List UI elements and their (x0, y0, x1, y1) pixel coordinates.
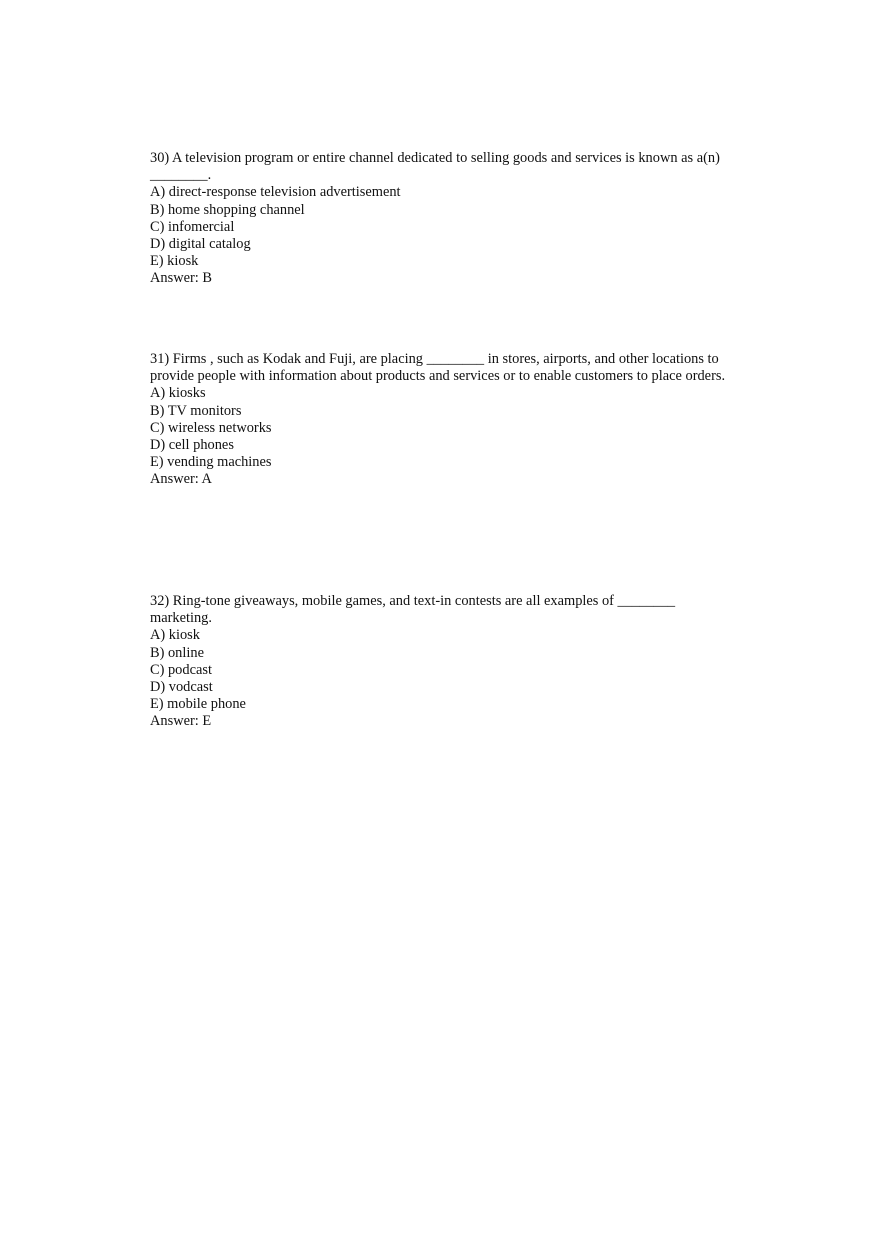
option-c: C) wireless networks (150, 419, 272, 436)
option-b: B) TV monitors (150, 402, 242, 419)
option-d: D) cell phones (150, 437, 234, 454)
option-e: E) kiosk (150, 253, 199, 270)
question-32 (150, 593, 740, 731)
answer-options (150, 184, 740, 270)
question-stem: 32) Ring-tone giveaways, mobile games, and text-in contests are all examples of ________ marketing. (150, 593, 676, 627)
question-31 (150, 351, 740, 489)
answer-options (150, 385, 740, 471)
option-e: E) mobile phone (150, 696, 246, 713)
option-d: D) digital catalog (150, 236, 251, 253)
option-b: B) home shopping channel (150, 201, 305, 218)
answer-options (150, 627, 740, 713)
answer-key: Answer: B (150, 270, 212, 287)
question-30 (150, 150, 740, 288)
option-c: C) infomercial (150, 218, 235, 235)
question-stem: 30) A television program or entire channel dedicated to selling goods and services is known as a(n) ________. (150, 150, 720, 184)
option-b: B) online (150, 644, 204, 661)
answer-key: Answer: E (150, 713, 212, 730)
option-a: A) direct-response television advertisement (150, 184, 401, 201)
answer-key: Answer: A (150, 471, 212, 488)
question-stem: 31) Firms , such as Kodak and Fuji, are placing ________ in stores, airports, and other locations to provide people with information about products and services or to enable customers to place orders. (150, 351, 726, 385)
option-a: A) kiosk (150, 627, 200, 644)
option-a: A) kiosks (150, 385, 206, 402)
option-e: E) vending machines (150, 454, 272, 471)
option-c: C) podcast (150, 661, 212, 678)
option-d: D) vodcast (150, 679, 213, 696)
